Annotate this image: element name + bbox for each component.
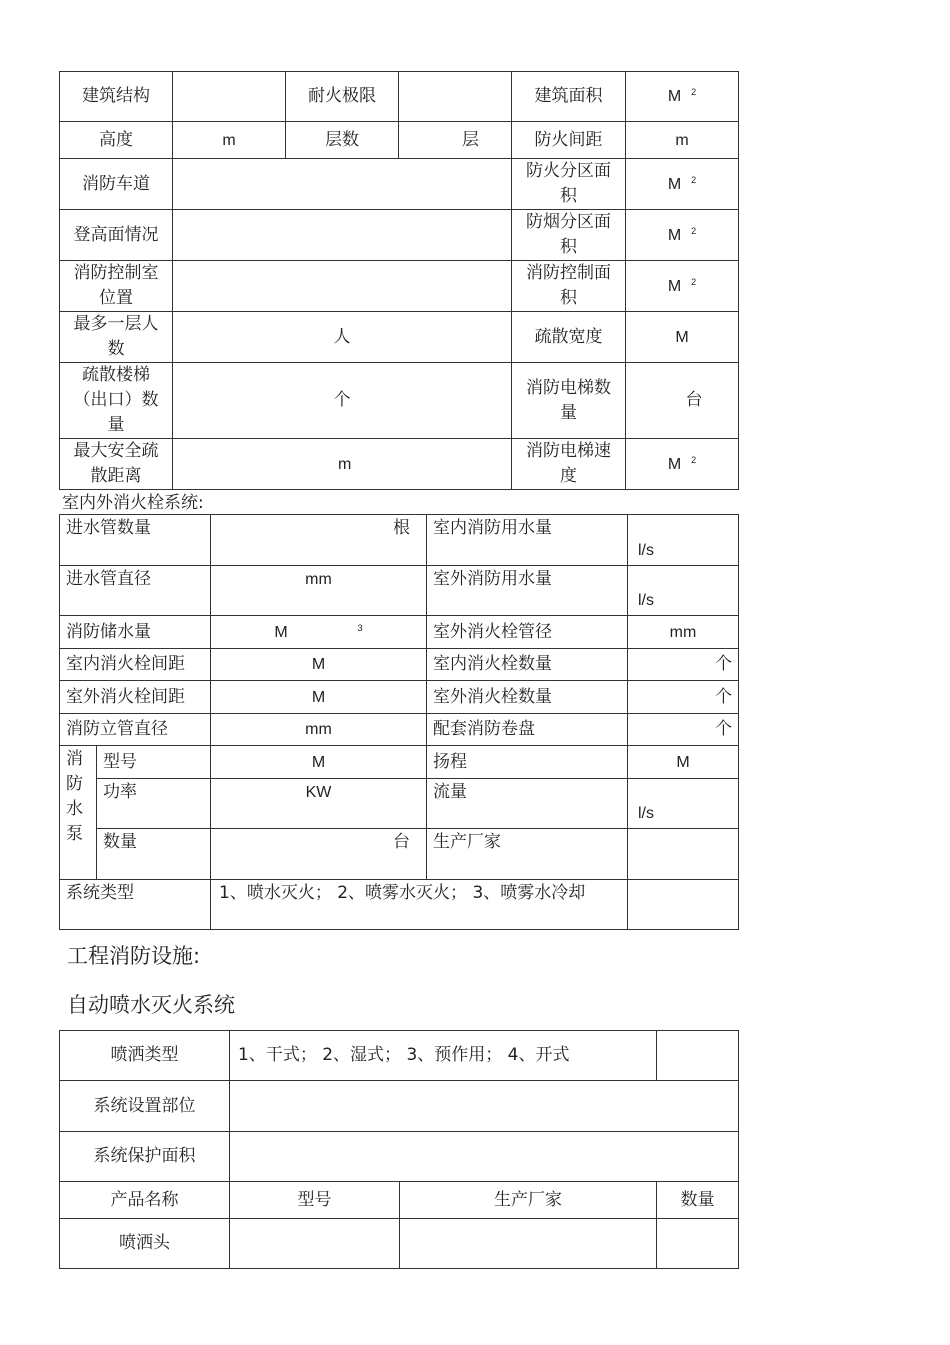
header-product-name: 产品名称 xyxy=(60,1182,230,1219)
unit-sup: 2 xyxy=(691,174,697,185)
label-pump-model: 型号 xyxy=(97,746,211,779)
building-info-table xyxy=(59,71,739,490)
label-outdoor-hydrant-count: 室外消火栓数量 xyxy=(427,681,628,714)
label-pump-manufacturer: 生产厂家 xyxy=(427,829,628,880)
table-row xyxy=(60,681,739,714)
label-outdoor-hydrant-diameter: 室外消火栓管径 xyxy=(427,616,628,649)
value-fire-resistance[interactable] xyxy=(399,72,512,122)
label-climbing-surface: 登高面情况 xyxy=(60,210,173,261)
label-outdoor-hydrant-spacing: 室外消火栓间距 xyxy=(60,681,211,714)
unit-smoke-zone-area[interactable] xyxy=(626,210,739,261)
table-row xyxy=(60,649,739,681)
table-row xyxy=(60,1132,739,1182)
label-riser-diameter: 消防立管直径 xyxy=(60,714,211,746)
table-row xyxy=(60,159,739,210)
label-fire-pump: 消防水泵 xyxy=(60,746,97,880)
table-row xyxy=(60,829,739,880)
unit-sup: 3 xyxy=(357,622,363,633)
label-pump-quantity: 数量 xyxy=(97,829,211,880)
label-inlet-count: 进水管数量 xyxy=(60,515,211,566)
value-sprinkler-manufacturer[interactable] xyxy=(400,1219,657,1269)
label-control-room-location: 消防控制室位置 xyxy=(60,261,173,312)
unit-fire-elevator-count[interactable]: 台 xyxy=(626,363,739,439)
table-row xyxy=(60,72,739,122)
unit-outdoor-hydrant-count[interactable]: 个 xyxy=(628,681,739,714)
value-sprinkler-type-options[interactable]: 1、干式； 2、湿式； 3、预作用； 4、开式 xyxy=(230,1031,657,1081)
section-heading-sprinkler: 自动喷水灭火系统 xyxy=(67,993,235,1017)
label-evacuation-stairs: 疏散楼梯（出口）数量 xyxy=(60,363,173,439)
hydrant-caption: 室内外消火栓系统: xyxy=(62,493,204,513)
label-smoke-zone-area: 防烟分区面积 xyxy=(512,210,626,261)
label-pump-head: 扬程 xyxy=(427,746,628,779)
unit-indoor-hydrant-spacing[interactable]: M xyxy=(211,649,427,681)
unit-water-storage[interactable] xyxy=(211,616,427,649)
label-indoor-hydrant-spacing: 室内消火栓间距 xyxy=(60,649,211,681)
unit-max-evac-distance[interactable]: m xyxy=(173,439,512,490)
unit-floors[interactable]: 层 xyxy=(399,122,512,159)
unit-text: M xyxy=(667,88,682,105)
value-sprinkler-quantity[interactable] xyxy=(657,1219,739,1269)
table-row xyxy=(60,312,739,363)
label-inlet-diameter: 进水管直径 xyxy=(60,566,211,616)
label-pump-flow: 流量 xyxy=(427,779,628,829)
value-structure[interactable] xyxy=(173,72,286,122)
unit-hose-reel[interactable]: 个 xyxy=(628,714,739,746)
unit-sup: 2 xyxy=(691,225,697,236)
value-system-type-options[interactable]: 1、喷水灭火； 2、喷雾水灭火； 3、喷雾水冷却 xyxy=(211,880,628,930)
label-control-area: 消防控制面积 xyxy=(512,261,626,312)
unit-pump-flow[interactable]: l/s xyxy=(628,779,739,829)
label-sprinkler-head: 喷洒头 xyxy=(60,1219,230,1269)
unit-control-area[interactable] xyxy=(626,261,739,312)
value-protection-area[interactable] xyxy=(230,1132,739,1182)
value-climbing-surface[interactable] xyxy=(173,210,512,261)
table-row xyxy=(60,210,739,261)
unit-pump-head[interactable]: M xyxy=(628,746,739,779)
value-sprinkler-model[interactable] xyxy=(230,1219,400,1269)
label-fire-zone-area: 防火分区面积 xyxy=(512,159,626,210)
label-fire-elevator-count: 消防电梯数量 xyxy=(512,363,626,439)
label-floors: 层数 xyxy=(286,122,399,159)
unit-outdoor-hydrant-diameter[interactable]: mm xyxy=(628,616,739,649)
unit-fire-spacing[interactable]: m xyxy=(626,122,739,159)
label-fire-spacing: 防火间距 xyxy=(512,122,626,159)
table-row xyxy=(60,779,739,829)
unit-sup: 2 xyxy=(691,276,697,287)
label-evacuation-width: 疏散宽度 xyxy=(512,312,626,363)
section-heading-facilities: 工程消防设施: xyxy=(67,944,201,968)
table-row xyxy=(60,439,739,490)
table-row xyxy=(60,363,739,439)
table-row xyxy=(60,616,739,649)
table-row xyxy=(60,1031,739,1081)
table-row xyxy=(60,880,739,930)
table-row xyxy=(60,566,739,616)
table-row xyxy=(60,261,739,312)
value-fire-lane[interactable] xyxy=(173,159,512,210)
label-height: 高度 xyxy=(60,122,173,159)
unit-inlet-diameter[interactable]: mm xyxy=(211,566,427,616)
table-row xyxy=(60,515,739,566)
header-model: 型号 xyxy=(230,1182,400,1219)
label-max-evac-distance: 最大安全疏散距离 xyxy=(60,439,173,490)
label-indoor-water: 室内消防用水量 xyxy=(427,515,628,566)
value-sprinkler-type[interactable] xyxy=(657,1031,739,1081)
hydrant-table xyxy=(59,514,739,930)
unit-building-area[interactable] xyxy=(626,72,739,122)
table-row xyxy=(60,1219,739,1269)
unit-evacuation-width[interactable]: M xyxy=(626,312,739,363)
value-system-location[interactable] xyxy=(230,1081,739,1132)
label-hose-reel: 配套消防卷盘 xyxy=(427,714,628,746)
unit-sup: 2 xyxy=(691,454,697,465)
label-protection-area: 系统保护面积 xyxy=(60,1132,230,1182)
unit-text: M xyxy=(667,175,682,193)
sprinkler-table xyxy=(59,1030,739,1269)
unit-inlet-count[interactable]: 根 xyxy=(211,515,427,566)
table-row xyxy=(60,1081,739,1132)
label-fire-lane: 消防车道 xyxy=(60,159,173,210)
unit-indoor-hydrant-count[interactable]: 个 xyxy=(628,649,739,681)
unit-text: M xyxy=(667,455,682,473)
unit-height[interactable]: m xyxy=(173,122,286,159)
label-water-storage: 消防储水量 xyxy=(60,616,211,649)
unit-pump-quantity[interactable]: 台 xyxy=(211,829,427,880)
label-indoor-hydrant-count: 室内消火栓数量 xyxy=(427,649,628,681)
label-pump-power: 功率 xyxy=(97,779,211,829)
unit-riser-diameter[interactable]: mm xyxy=(211,714,427,746)
unit-pump-model[interactable]: M xyxy=(211,746,427,779)
unit-evacuation-stairs[interactable]: 个 xyxy=(173,363,512,439)
label-sprinkler-type: 喷洒类型 xyxy=(60,1031,230,1081)
unit-fire-elevator-speed[interactable] xyxy=(626,439,739,490)
table-row xyxy=(60,746,739,779)
unit-text: M xyxy=(667,226,682,244)
unit-max-floor-people[interactable]: 人 xyxy=(173,312,512,363)
value-pump-manufacturer[interactable] xyxy=(628,829,739,880)
table-row xyxy=(60,122,739,159)
label-system-location: 系统设置部位 xyxy=(60,1081,230,1132)
label-max-floor-people: 最多一层人数 xyxy=(60,312,173,363)
header-manufacturer: 生产厂家 xyxy=(400,1182,657,1219)
table-header-row xyxy=(60,1182,739,1219)
unit-pump-power[interactable]: KW xyxy=(211,779,427,829)
unit-indoor-water[interactable]: l/s xyxy=(628,515,739,566)
label-fire-resistance: 耐火极限 xyxy=(286,72,399,122)
label-outdoor-water: 室外消防用水量 xyxy=(427,566,628,616)
unit-sup: 2 xyxy=(691,87,697,97)
unit-outdoor-hydrant-spacing[interactable]: M xyxy=(211,681,427,714)
table-row xyxy=(60,714,739,746)
label-system-type: 系统类型 xyxy=(60,880,211,930)
label-building-area: 建筑面积 xyxy=(512,72,626,122)
unit-fire-zone-area[interactable] xyxy=(626,159,739,210)
unit-outdoor-water[interactable]: l/s xyxy=(628,566,739,616)
header-quantity: 数量 xyxy=(657,1182,739,1219)
label-structure: 建筑结构 xyxy=(60,72,173,122)
unit-text: M xyxy=(274,623,288,641)
value-system-type[interactable] xyxy=(628,880,739,930)
label-fire-elevator-speed: 消防电梯速度 xyxy=(512,439,626,490)
value-control-room-location[interactable] xyxy=(173,261,512,312)
unit-text: M xyxy=(667,277,682,295)
